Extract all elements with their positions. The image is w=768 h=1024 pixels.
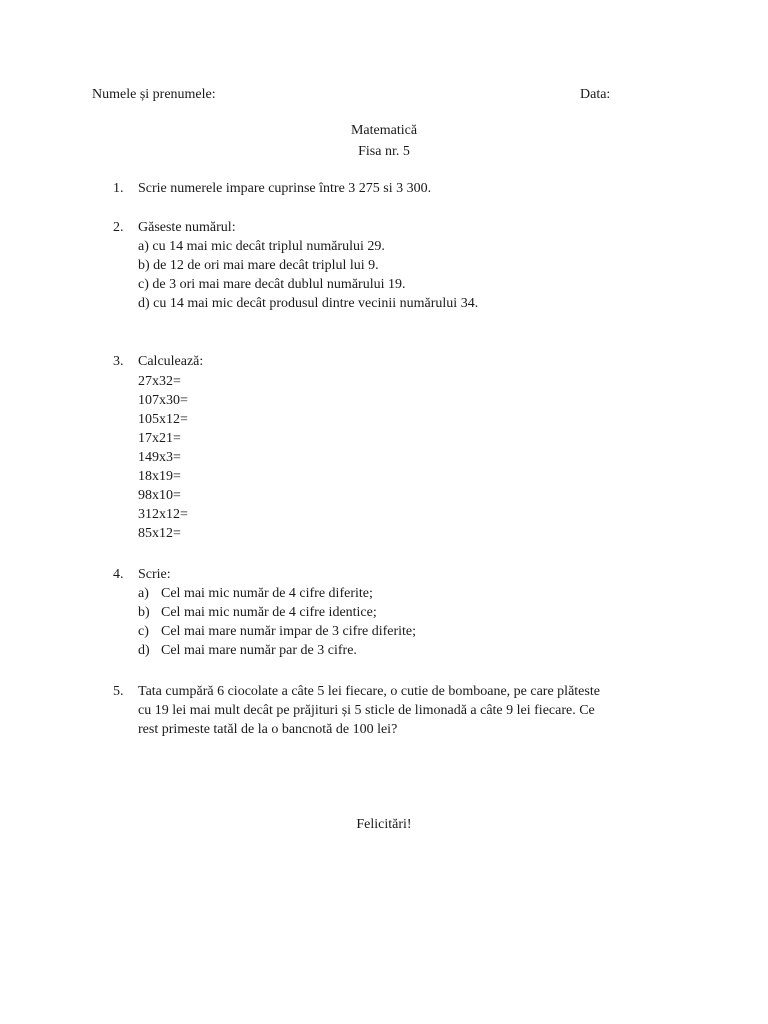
q3-exercise: 98x10= xyxy=(138,488,181,503)
q2-item-b: b) de 12 de ori mai mare decât triplul lui 9. xyxy=(138,258,379,273)
q2-items xyxy=(138,237,478,313)
q3-number: 3. xyxy=(113,354,124,369)
q2-item-a: a) cu 14 mai mic decât triplul numărului 29. xyxy=(138,239,385,254)
q2-item-c: c) de 3 ori mai mare decât dublul numărului 19. xyxy=(138,277,406,292)
q4-item-a-text: Cel mai mic număr de 4 cifre diferite; xyxy=(161,586,373,601)
q2-number: 2. xyxy=(113,220,124,235)
q1-number: 1. xyxy=(113,181,124,196)
q4-item-d-letter: d) xyxy=(138,643,150,658)
q3-exercise: 85x12= xyxy=(138,526,181,541)
q4-item-b-letter: b) xyxy=(138,605,150,620)
q3-exercise: 312x12= xyxy=(138,507,188,522)
q4-item-c-letter: c) xyxy=(138,624,149,639)
subject-title: Matematică xyxy=(350,123,418,138)
q2-text: Găseste numărul: xyxy=(138,220,236,235)
q4-number: 4. xyxy=(113,567,124,582)
q3-exercise: 107x30= xyxy=(138,393,188,408)
q4-item-b-text: Cel mai mic număr de 4 cifre identice; xyxy=(161,605,377,620)
q3-exercise: 149x3= xyxy=(138,450,181,465)
q5-text xyxy=(138,682,600,739)
q5-number: 5. xyxy=(113,684,124,699)
congratulations-text: Felicitări! xyxy=(356,817,412,832)
q5-line: rest primeste tatăl de la o bancnotă de 100 lei? xyxy=(138,722,398,737)
q5-line: Tata cumpără 6 ciocolate a câte 5 lei fiecare, o cutie de bomboane, pe care plăteste xyxy=(138,684,600,699)
q4-item-a-letter: a) xyxy=(138,586,149,601)
name-label: Numele și prenumele: xyxy=(92,87,216,102)
q4-item-d-text: Cel mai mare număr par de 3 cifre. xyxy=(161,643,357,658)
q4-item-c-text: Cel mai mare număr impar de 3 cifre diferite; xyxy=(161,624,417,639)
sheet-title: Fisa nr. 5 xyxy=(358,144,410,159)
q3-exercise: 27x32= xyxy=(138,374,181,389)
q4-text: Scrie: xyxy=(138,567,171,582)
q1-text: Scrie numerele impare cuprinse între 3 275 si 3 300. xyxy=(138,181,432,196)
q3-exercise: 105x12= xyxy=(138,412,188,427)
q5-line: cu 19 lei mai mult decât pe prăjituri și 5 sticle de limonadă a câte 9 lei fiecare. Ce xyxy=(138,703,595,718)
date-label: Data: xyxy=(580,87,611,102)
q3-items xyxy=(138,372,188,543)
q3-exercise: 18x19= xyxy=(138,469,181,484)
q3-exercise: 17x21= xyxy=(138,431,181,446)
q2-item-d: d) cu 14 mai mic decât produsul dintre vecinii numărului 34. xyxy=(138,296,479,311)
q3-text: Calculează: xyxy=(138,354,204,369)
